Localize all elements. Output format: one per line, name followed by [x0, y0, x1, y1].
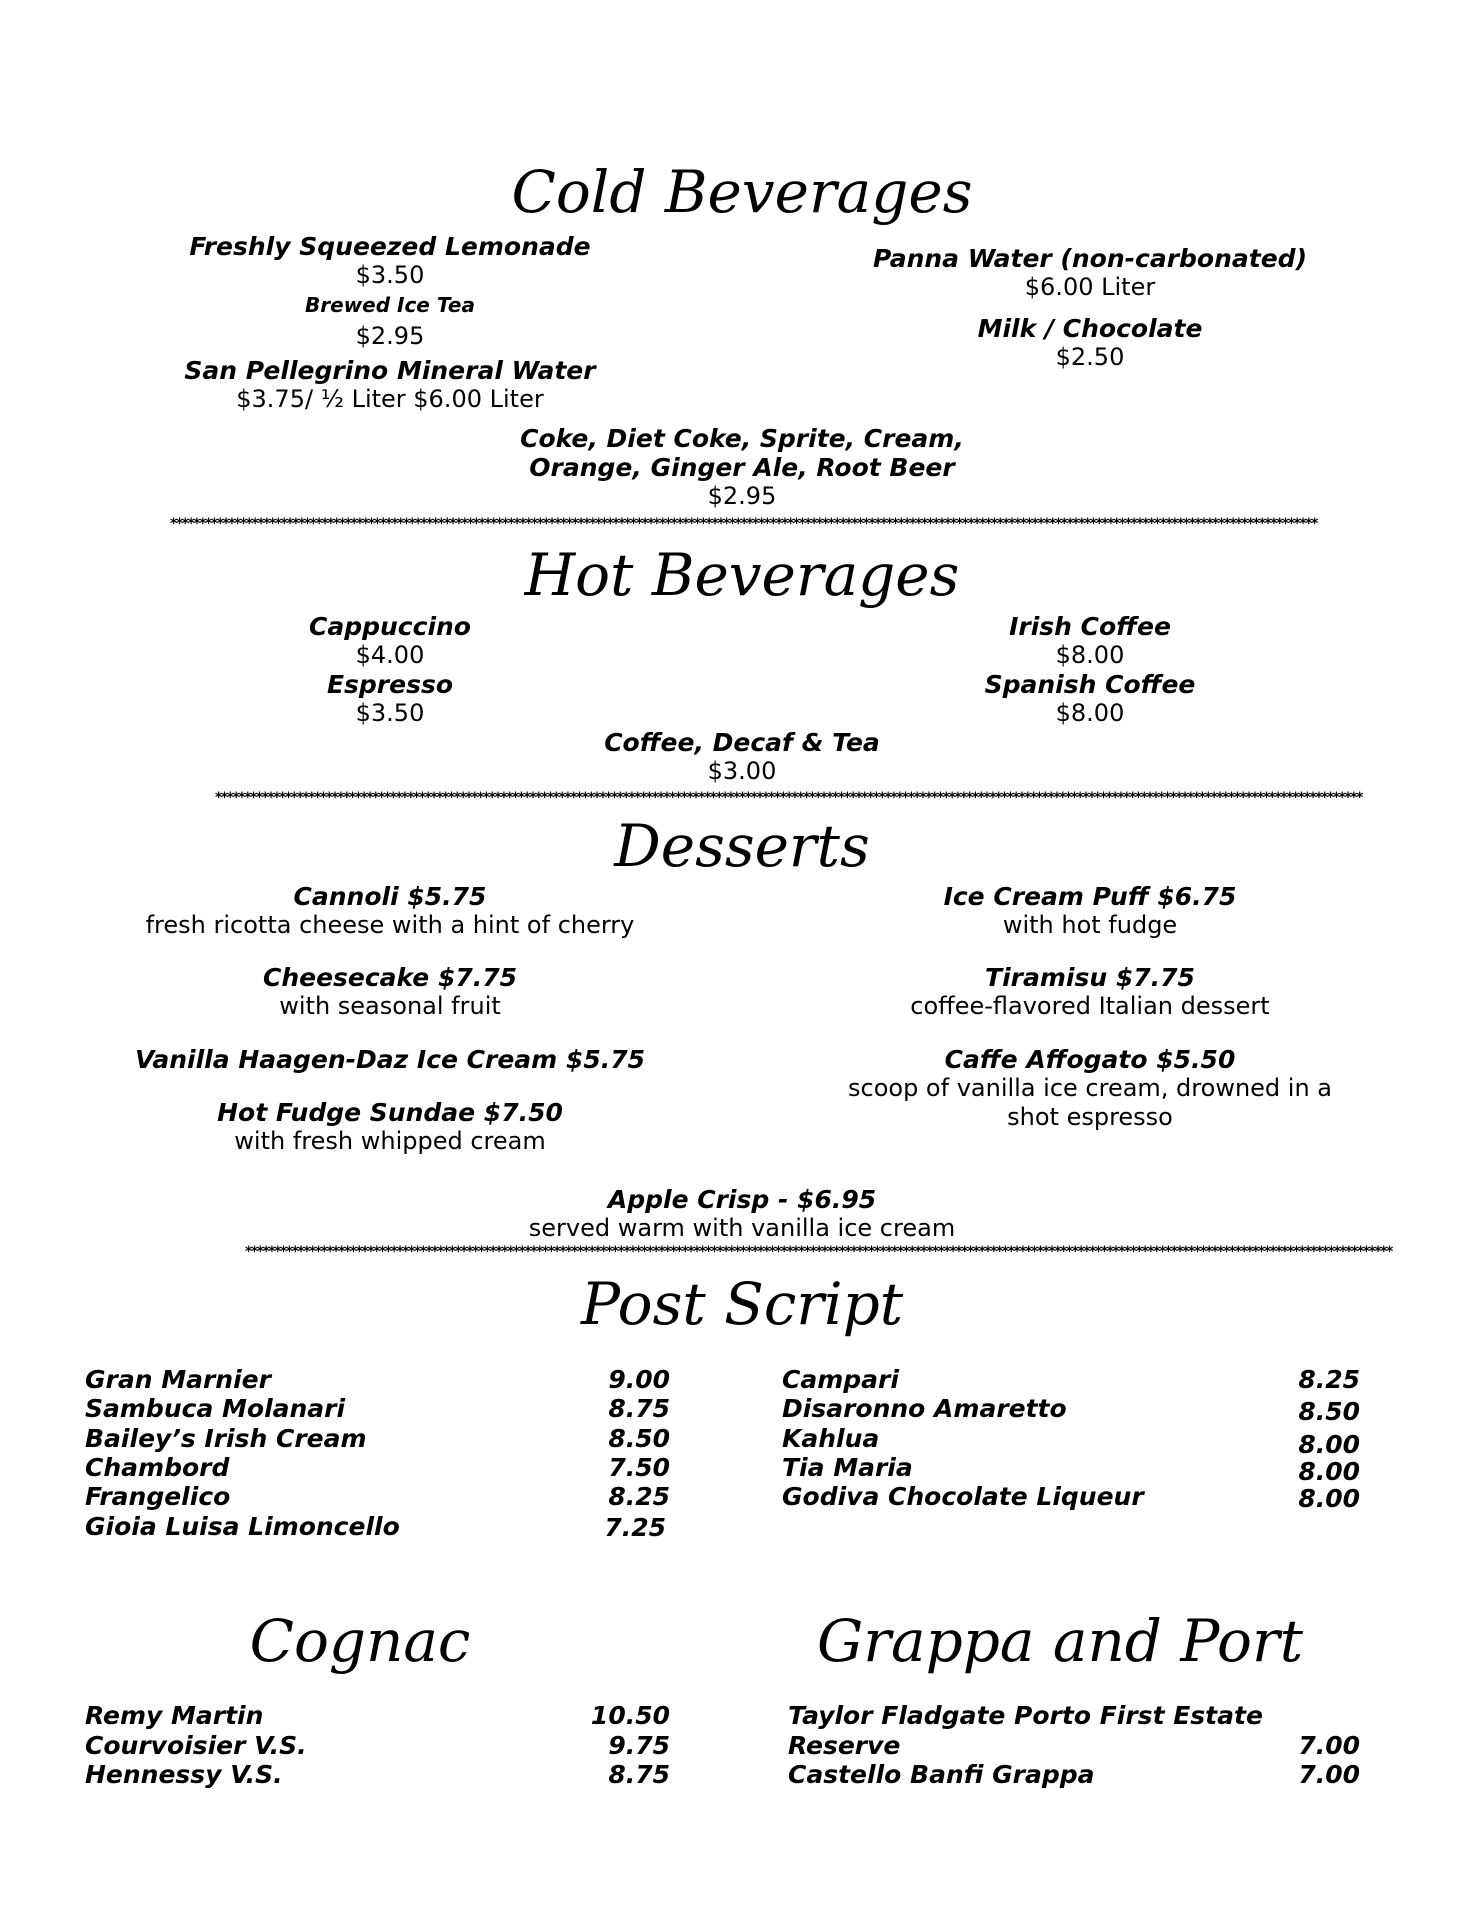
cold-beverages-heading: Cold Beverages	[511, 158, 973, 226]
drink-name: Gioia Luisa Limoncello	[85, 1512, 400, 1541]
drink-price: 8.75	[608, 1394, 670, 1423]
menu-item-espresso	[240, 670, 540, 728]
menu-item-coffee-decaf-tea	[542, 728, 942, 786]
drink-name: Hennessy V.S.	[85, 1760, 283, 1789]
item-price: $3.75/ ½ Liter $6.00 Liter	[236, 385, 544, 413]
item-description: fresh ricotta cheese with a hint of cherry	[145, 911, 635, 939]
drink-price: 7.50	[608, 1453, 670, 1482]
item-name: Cheesecake $7.75	[262, 963, 518, 992]
drink-name: Gran Marnier	[85, 1365, 271, 1394]
drink-price: 8.00	[1298, 1484, 1360, 1513]
menu-item-ice-cream-puff	[790, 882, 1390, 940]
menu-item-sodas	[442, 424, 1042, 511]
item-name: Ice Cream Puff $6.75	[943, 882, 1237, 911]
drink-name: Disaronno Amaretto	[782, 1394, 1067, 1423]
menu-item-lemonade	[140, 232, 640, 290]
drink-price: 8.00	[1298, 1457, 1360, 1486]
drink-price: 8.50	[1298, 1397, 1360, 1426]
item-name: Caffe Affogato $5.50	[944, 1045, 1236, 1074]
item-price: $3.50	[355, 261, 425, 289]
drink-price: 9.75	[608, 1731, 670, 1760]
drink-name-line1: Taylor Fladgate Porto First Estate	[788, 1701, 1263, 1730]
drink-name: Kahlua	[782, 1424, 880, 1453]
item-name: San Pellegrino Mineral Water	[184, 356, 596, 385]
item-name: Panna Water (non-carbonated)	[872, 244, 1307, 273]
item-price: $2.50	[1055, 343, 1125, 371]
drink-name: Castello Banfi Grappa	[788, 1760, 1095, 1789]
item-price: $2.95	[707, 482, 777, 510]
drink-name: Tia Maria	[782, 1453, 913, 1482]
drink-name: Courvoisier V.S.	[85, 1731, 307, 1760]
item-description: with fresh whipped cream	[234, 1127, 546, 1155]
menu-item-spanish-coffee	[940, 670, 1240, 728]
separator: *****************************************************************************************************************************************************************************************************	[215, 790, 1362, 806]
drink-price: 8.25	[1298, 1365, 1360, 1394]
drink-price: 7.25	[604, 1513, 666, 1542]
item-price: $6.00 Liter	[1024, 273, 1156, 301]
item-name: Cannoli $5.75	[293, 882, 487, 911]
grappa-and-port-heading: Grappa and Port	[816, 1607, 1304, 1675]
item-price: $8.00	[1055, 699, 1125, 727]
item-name: Milk / Chocolate	[977, 314, 1203, 343]
item-name: Espresso	[326, 670, 454, 699]
item-name: Freshly Squeezed Lemonade	[189, 232, 591, 261]
drink-name: Chambord	[85, 1453, 230, 1482]
menu-item-brewed-ice-tea	[140, 292, 640, 351]
menu-item-apple-crisp	[442, 1185, 1042, 1243]
menu-item-cheesecake	[90, 963, 690, 1021]
item-name-line2: Orange, Ginger Ale, Root Beer	[529, 453, 955, 482]
item-name-line1: Coke, Diet Coke, Sprite, Cream,	[520, 424, 964, 453]
item-price: $3.50	[355, 699, 425, 727]
drink-price: 8.50	[608, 1424, 670, 1453]
item-name: Coffee, Decaf & Tea	[604, 728, 880, 757]
item-description: served warm with vanilla ice cream	[528, 1214, 956, 1242]
item-description: with hot fudge	[1002, 911, 1178, 939]
item-name: Irish Coffee	[1009, 612, 1171, 641]
drink-price: 8.00	[1298, 1430, 1360, 1459]
cognac-heading: Cognac	[249, 1607, 471, 1675]
item-description-line2: shot espresso	[1007, 1103, 1173, 1131]
drink-name-line2: Reserve	[788, 1731, 901, 1760]
separator: *****************************************************************************************************************************************************************************************************	[245, 1244, 1392, 1260]
item-name: Spanish Coffee	[984, 670, 1196, 699]
menu-item-san-pellegrino	[140, 356, 640, 414]
menu-item-panna-water	[840, 244, 1340, 302]
post-script-heading: Post Script	[580, 1270, 904, 1338]
hot-beverages-heading: Hot Beverages	[524, 541, 960, 609]
item-name: Vanilla Haagen-Daz Ice Cream $5.75	[134, 1045, 646, 1074]
menu-item-cannoli	[90, 882, 690, 940]
item-name: Cappuccino	[309, 612, 471, 641]
menu-item-vanilla-ice-cream	[90, 1045, 690, 1074]
item-name: Tiramisu $7.75	[985, 963, 1195, 992]
drink-price: 8.25	[608, 1482, 670, 1511]
item-price: $2.95	[355, 322, 425, 350]
menu-item-caffe-affogato	[790, 1045, 1390, 1132]
item-price: $3.00	[707, 757, 777, 785]
drink-name: Bailey’s Irish Cream	[85, 1424, 367, 1453]
drink-name: Remy Martin	[85, 1701, 264, 1730]
drink-name: Sambuca Molanari	[85, 1394, 346, 1423]
menu-item-tiramisu	[790, 963, 1390, 1021]
drink-price: 10.50	[590, 1701, 670, 1730]
item-description: with seasonal fruit	[279, 992, 501, 1020]
drink-price: 7.00	[1298, 1760, 1360, 1789]
desserts-heading: Desserts	[614, 812, 870, 880]
menu-item-cappuccino	[240, 612, 540, 670]
item-name: Brewed Ice Tea	[305, 293, 475, 317]
item-description-line1: scoop of vanilla ice cream, drowned in a	[848, 1074, 1332, 1102]
drink-name: Frangelico	[85, 1482, 231, 1511]
drink-price: 8.75	[608, 1760, 670, 1789]
item-price: $4.00	[355, 641, 425, 669]
separator: *****************************************************************************************************************************************************************************************************	[170, 516, 1317, 532]
drink-price: 9.00	[608, 1365, 670, 1394]
menu-item-milk	[840, 314, 1340, 372]
menu-item-hot-fudge-sundae	[90, 1098, 690, 1156]
item-description: coffee-flavored Italian dessert	[910, 992, 1270, 1020]
item-name: Hot Fudge Sundae $7.50	[217, 1098, 563, 1127]
drink-price: 7.00	[1298, 1731, 1360, 1760]
drink-name: Godiva Chocolate Liqueur	[782, 1482, 1144, 1511]
item-price: $8.00	[1055, 641, 1125, 669]
drink-name: Campari	[782, 1365, 899, 1394]
menu-item-irish-coffee	[940, 612, 1240, 670]
item-name: Apple Crisp - $6.95	[607, 1185, 877, 1214]
